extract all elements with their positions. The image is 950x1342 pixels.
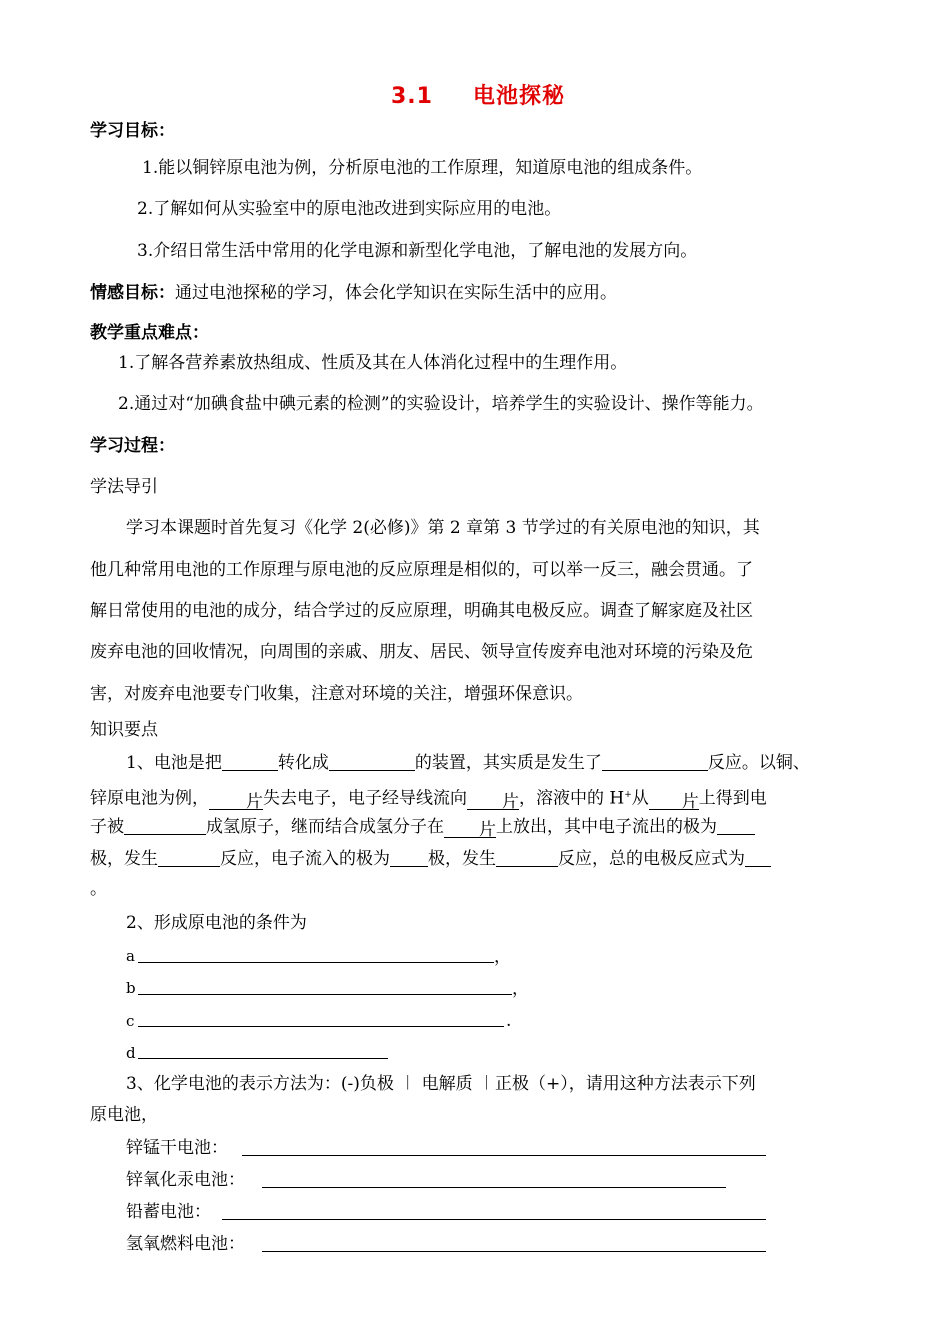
condition-c-blank[interactable] xyxy=(138,1026,504,1027)
emotion-goal xyxy=(90,282,617,304)
battery-label: 锌氧化汞电池： xyxy=(126,1170,245,1190)
battery-answer-blank[interactable] xyxy=(262,1187,726,1188)
battery-label: 铅蓄电池： xyxy=(126,1202,211,1222)
question-3-line-2: 原电池， xyxy=(90,1105,158,1125)
guide-line: 废弃电池的回收情况，向周围的亲戚、朋友、居民、领导宣传废弃电池对环境的污染及危 xyxy=(90,642,753,662)
blank-field[interactable] xyxy=(390,848,428,867)
blank-field[interactable]: 片 xyxy=(467,791,519,810)
blank-field[interactable] xyxy=(717,816,755,835)
title-number: 3.1 xyxy=(391,84,433,109)
key-item: 1.了解各营养素放热组成、性质及其在人体消化过程中的生理作用。 xyxy=(118,353,628,373)
condition-b-blank[interactable] xyxy=(138,994,512,995)
question-1-line-2: 锌原电池为例， 片失去电子，电子经导线流向 片，溶液中的 H+从 片上得到电 xyxy=(90,788,767,812)
condition-a-label: a xyxy=(126,947,135,965)
blank-field[interactable]: 片 xyxy=(209,791,263,810)
guide-heading: 学法导引 xyxy=(90,477,158,497)
process-heading: 学习过程： xyxy=(90,436,175,456)
battery-label: 氢氧燃料电池： xyxy=(126,1234,245,1254)
battery-label: 锌锰干电池： xyxy=(126,1138,228,1158)
question-1-end: 。 xyxy=(90,879,107,899)
blank-field[interactable] xyxy=(602,752,708,771)
emotion-heading: 情感目标： xyxy=(90,283,175,303)
battery-answer-blank[interactable] xyxy=(222,1219,766,1220)
key-item: 2.通过对“加碘食盐中碘元素的检测”的实验设计，培养学生的实验设计、操作等能力。 xyxy=(118,394,764,414)
battery-answer-blank[interactable] xyxy=(242,1155,766,1156)
question-1-line-4: 极，发生 反应，电子流入的极为 极，发生 反应，总的电极反应式为 xyxy=(90,848,771,870)
goal-item: 1.能以铜锌原电池为例，分析原电池的工作原理，知道原电池的组成条件。 xyxy=(142,158,703,178)
condition-c-label: c xyxy=(126,1012,135,1030)
condition-b-label: b xyxy=(126,979,136,997)
guide-line: 害，对废弃电池要专门收集，注意对环境的关注，增强环保意识。 xyxy=(90,684,583,704)
guide-line: 他几种常用电池的工作原理与原电池的反应原理是相似的，可以举一反三，融会贯通。了 xyxy=(90,560,753,580)
title-text: 电池探秘 xyxy=(472,84,565,109)
key-heading: 教学重点难点： xyxy=(90,323,209,343)
question-2: 2、形成原电池的条件为 xyxy=(126,913,307,933)
blank-field[interactable] xyxy=(158,848,220,867)
goal-item: 3.介绍日常生活中常用的化学电源和新型化学电池，了解电池的发展方向。 xyxy=(137,241,698,261)
knowledge-heading: 知识要点 xyxy=(90,720,158,740)
blank-field[interactable] xyxy=(745,848,771,867)
blank-field[interactable] xyxy=(124,816,206,835)
blank-field[interactable] xyxy=(496,848,558,867)
battery-answer-blank[interactable] xyxy=(262,1251,766,1252)
blank-field[interactable] xyxy=(222,752,278,771)
condition-d-label: d xyxy=(126,1044,136,1062)
question-3-line-1: 3、化学电池的表示方法为：(-)负极 ︱ 电解质 ︱正极（+），请用这种方法表示下列 xyxy=(126,1074,756,1094)
blank-field[interactable] xyxy=(329,752,415,771)
goal-item: 2.了解如何从实验室中的原电池改进到实际应用的电池。 xyxy=(137,199,562,219)
question-1-line-1: 1、电池是把 转化成 的装置，其实质是发生了 反应。以铜、 xyxy=(126,753,810,773)
question-1-line-3: 子被 成氢原子，继而结合成氢分子在 片上放出，其中电子流出的极为 xyxy=(90,816,755,838)
goals-heading: 学习目标： xyxy=(90,121,175,141)
condition-d-blank[interactable] xyxy=(138,1058,388,1059)
guide-line: 学习本课题时首先复习《化学 2(必修)》第 2 章第 3 节学过的有关原电池的知识，其 xyxy=(126,518,760,538)
page-title xyxy=(391,86,565,108)
blank-field[interactable]: 片 xyxy=(444,819,496,838)
emotion-text: 通过电池探秘的学习，体会化学知识在实际生活中的应用。 xyxy=(175,283,617,303)
condition-a-blank[interactable] xyxy=(138,962,494,963)
guide-line: 解日常使用的电池的成分，结合学过的反应原理，明确其电极反应。调查了解家庭及社区 xyxy=(90,601,753,621)
blank-field[interactable]: 片 xyxy=(649,791,699,810)
